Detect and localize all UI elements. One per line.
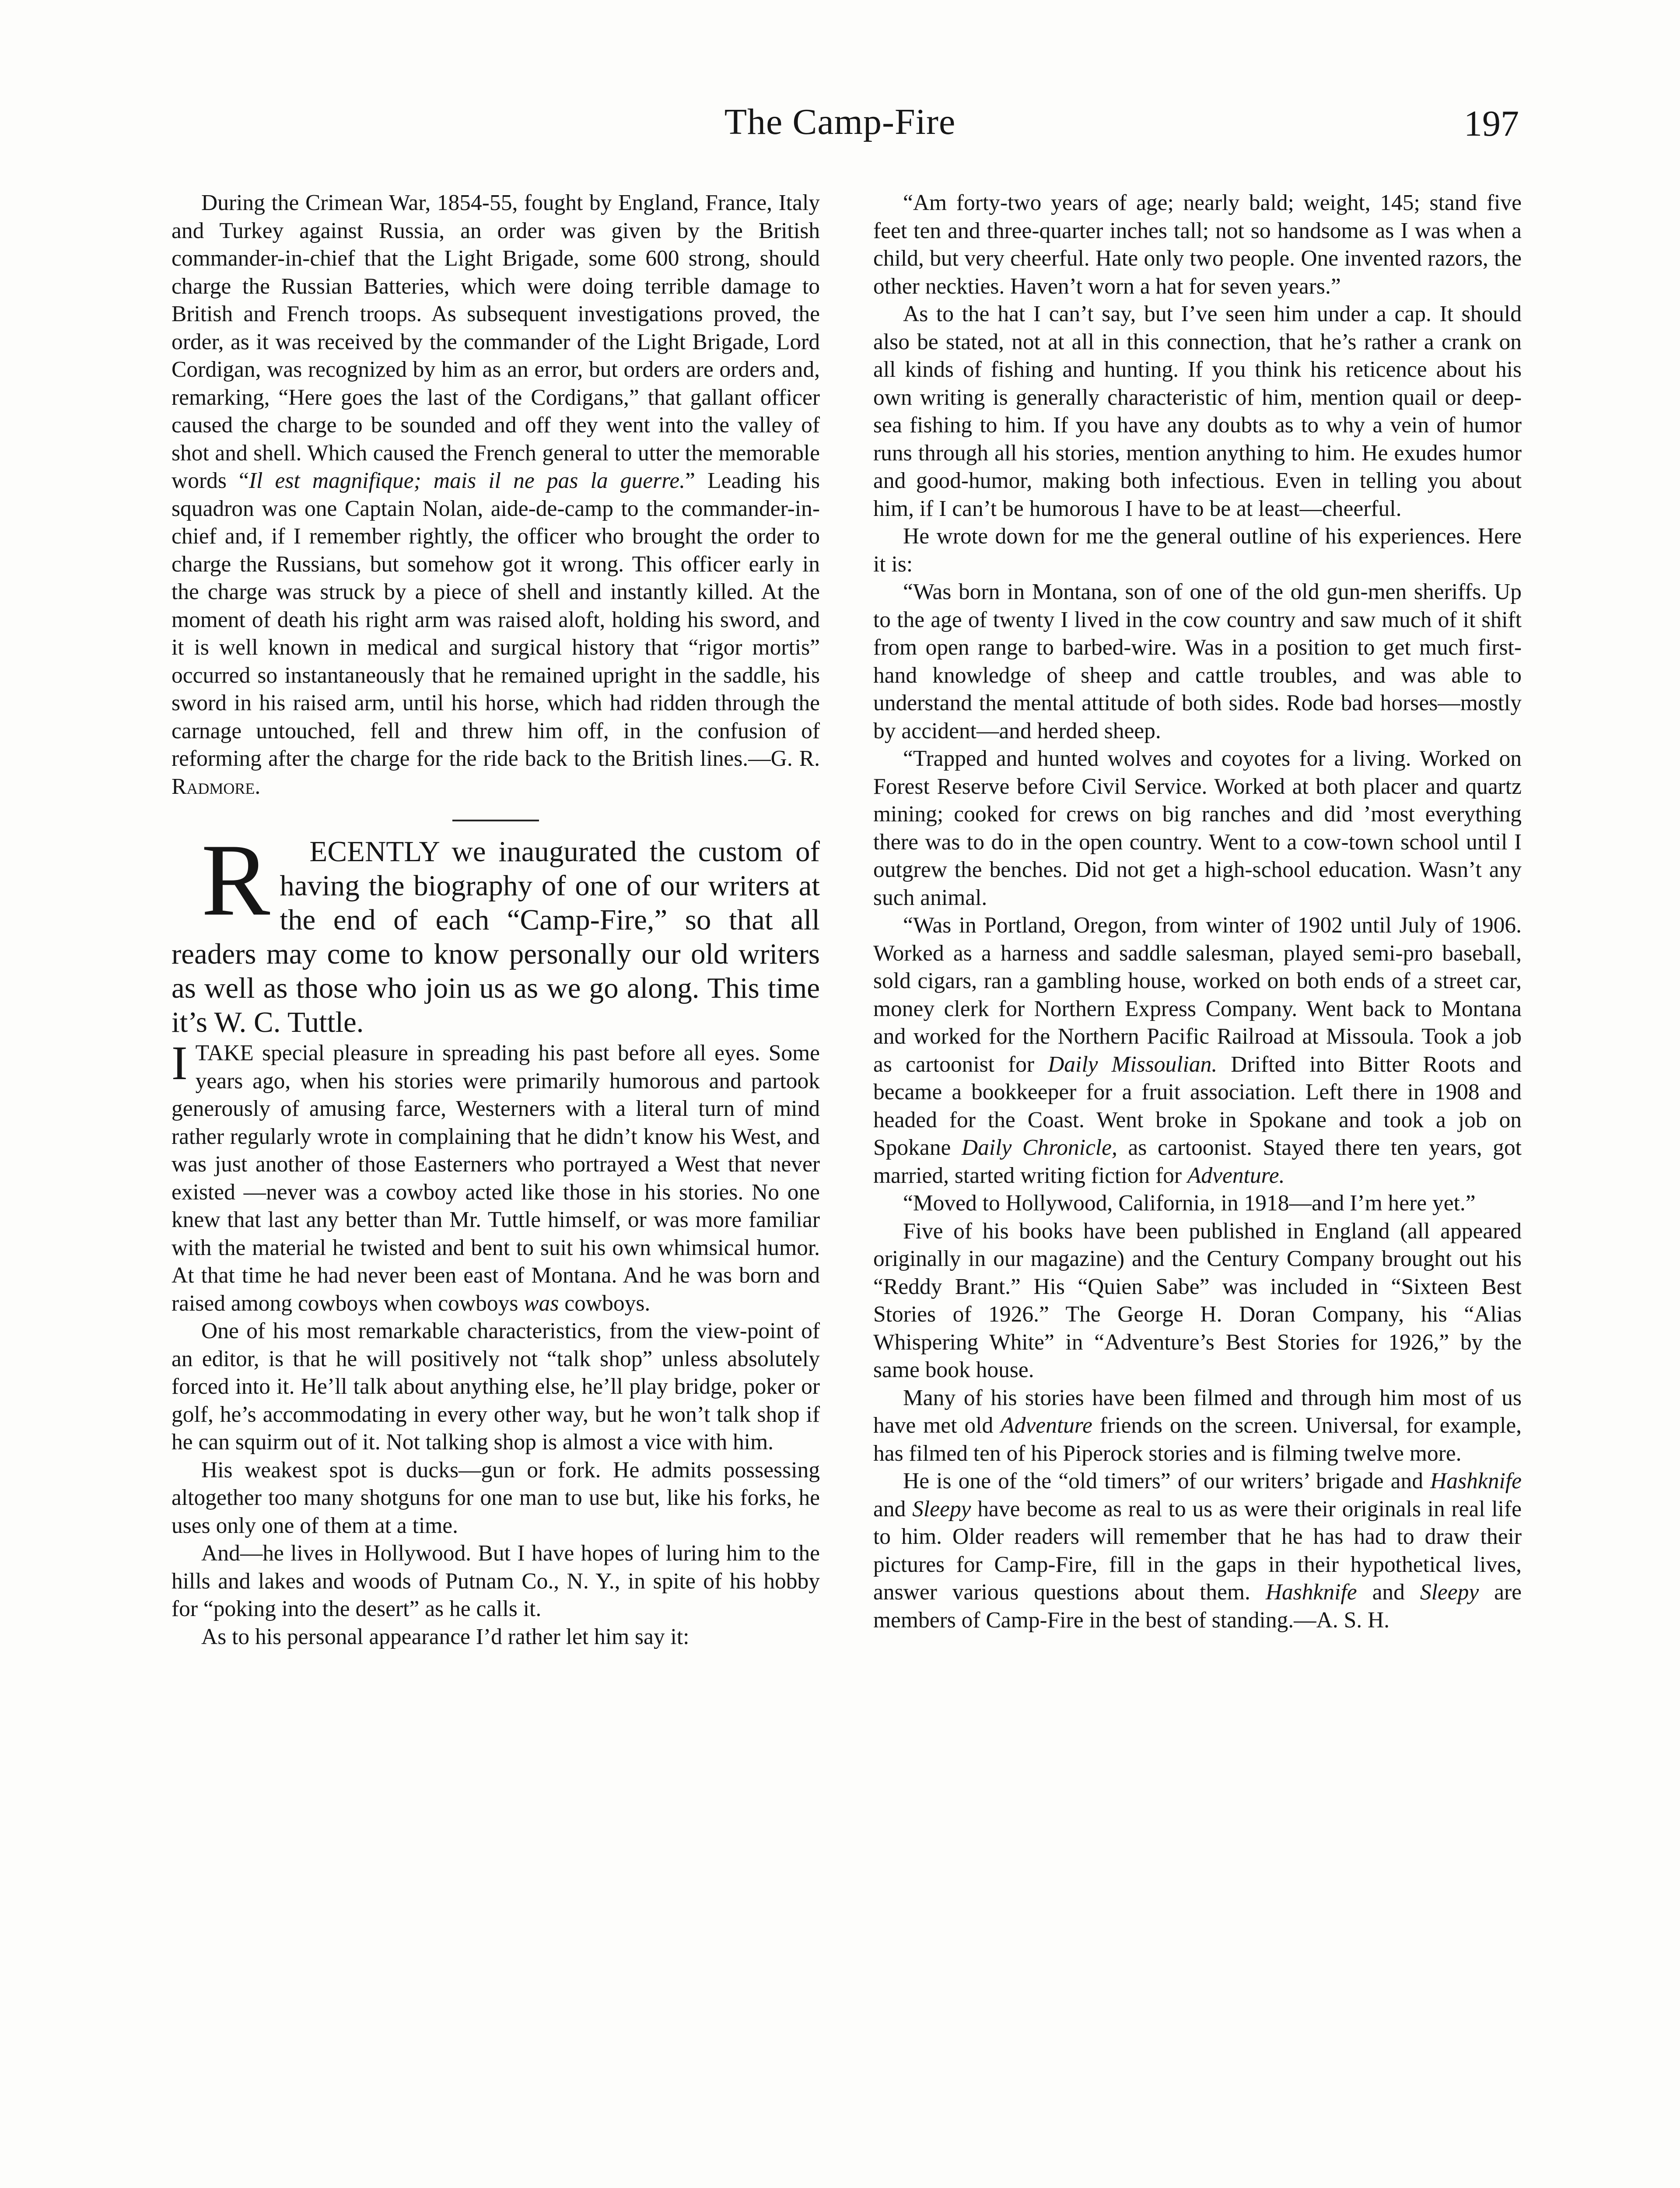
editor-comment: As to the hat I can’t say, but I’ve seen him under a cap. It should also be stated, not at all in this connection, that he’s rather a crank on all kinds of fishing and hunting. If you think his reticence about his own writing is generally characteristic of him, mention quail or deep-sea fishing to him. If you have any doubts as to why a vein of humor runs through all his stories, mention anything to him. He exudes humor and good-humor, making both infectious. Even in telling you about him, if I can’t be humorous I have to be at least—cheerful. bbox=[873, 302, 1522, 521]
letter-signature: Radmore. bbox=[172, 774, 261, 799]
outline-hollywood: “Moved to Hollywood, California, in 1918—and I’m here yet.” bbox=[903, 1191, 1476, 1216]
page-number: 197 bbox=[1464, 103, 1519, 144]
drop-cap-i: I bbox=[172, 1036, 188, 1090]
drop-cap-r: R bbox=[201, 823, 270, 937]
films-paragraph: Many of his stories have been filmed and through him most of us have met old Adventure friends on the screen. Universal, for example, has filmed ten of his Piperock stories and is filming twelve more. bbox=[873, 1385, 1522, 1466]
biography-paragraph-1: ITAKE special pleasure in spreading his past before all eyes. Some years ago, when his stories were primarily humorous and partook generously of amusing farce, Westerners with a literal turn of mind rather regularly wrote in complaining that he didn’t know his West, and was just another of those Easterners who portrayed a West that never existed —never was a cowboy acted like those in his stories. No one knew that last any better than Mr. Tuttle himself, or was more familiar with the material he twisted and bent to suit his own whimsical humor. At that time he had never been east of Montana. And he was born and raised among cowboys when cowboys was cowboys. bbox=[172, 1036, 820, 1316]
biography-paragraph-5: As to his personal appearance I’d rather let him say it: bbox=[201, 1624, 690, 1649]
crimean-war-letter: During the Crimean War, 1854-55, fought by England, France, Italy and Turkey against Russia, an order was given by the British commander-in-chief that the Light Brigade, some 600 strong, should charge the Russian Batteries, which were doing terrible damage to British and French troops. As subsequent investigations proved, the order, as it was received by the commander of the Light Brigade, Lord Cordigan, was recognized by him as an error, but orders are orders and, remarking, “Here goes the last of the Cordigans,” that gallant officer caused the charge to be sounded and off they went into the valley of shot and shell. Which caused the French general to utter the memorable words “Il est magnifique; mais il ne pas la guerre.” Leading his squadron was one Captain Nolan, aide-de-camp to the commander-in-chief and, if I remember rightly, the officer who brought the order to charge the Russians, but somehow got it wrong. This officer early in the charge was struck by a piece of shell and instantly killed. At the moment of death his right arm was raised aloft, holding his sword, and it is well known in medical and surgical history that “rigor mortis” occurred so instantaneously that he remained upright in the saddle, his sword in his raised arm, until his horse, which had ridden through the carnage untouched, fell and threw him off, in the confusion of reforming after the charge for the ride back to the British lines.—G. R. Radmore. bbox=[172, 190, 820, 799]
page-header bbox=[0, 101, 1680, 153]
running-title: The Camp-Fire bbox=[724, 102, 956, 142]
outline-intro: He wrote down for me the general outline of his experiences. Here it is: bbox=[873, 524, 1522, 577]
intro-paragraph: R ECENTLY we inaugurated the custom of having the biography of one of our writers at the end of each “Camp-Fire,” so that all readers may come to know personally our old writers as well as those who join us as we go along. This time it’s W. C. Tuttle. bbox=[172, 823, 820, 1038]
left-column bbox=[172, 189, 820, 1651]
biography-paragraph-2: One of his most remarkable characteristics, from the view-point of an editor, is that he will positively not “talk shop” unless absolutely forced into it. He’ll talk about anything else, he’ll play bridge, poker or golf, he’s accommodating in every other way, but he won’t talk shop if he can squirm out of it. Not talking shop is almost a vice with him. bbox=[172, 1318, 820, 1455]
outline-trapping: “Trapped and hunted wolves and coyotes for a living. Worked on Forest Reserve before Civil Service. Worked at both placer and quartz mining; cooked for crews on big ranches and did ’most everything there was to do in the open country. Went to a cow-town school until I outgrew the benches. Did not get a high-school education. Wasn’t any such animal. bbox=[873, 746, 1522, 910]
closing-paragraph: He is one of the “old timers” of our writers’ brigade and Hashknife and Sleepy have become as real to us as were their originals in real life to him. Older readers will remember that he has had to draw their pictures for Camp-Fire, fill in the gaps in their hypothetical lives, answer various questions about them. Hashknife and Sleepy are members of Camp-Fire in the best of standing.—A. S. H. bbox=[873, 1469, 1522, 1633]
outline-montana: “Was born in Montana, son of one of the old gun-men sheriffs. Up to the age of twenty I lived in the cow country and saw much of it shift from open range to barbed-wire. Was in a position to get much first-hand knowledge of sheep and cattle troubles, and was able to understand the mental attitude of both sides. Rode bad horses—mostly by accident—and herded sheep. bbox=[873, 579, 1522, 743]
outline-portland: “Was in Portland, Oregon, from winter of 1902 until July of 1906. Worked as a harness and saddle salesman, played semi-pro baseball, sold cigars, ran a gambling house, worked on both ends of a street car, money clerk for Northern Express Company. Went back to Montana and worked for the Northern Pacific Railroad at Missoula. Took a job as cartoonist for Daily Missoulian. Drifted into Bitter Roots and became a bookkeeper for a fruit association. Left there in 1908 and headed for the Coast. Went broke in Spokane and took a job on Spokane Daily Chronicle, as cartoonist. Stayed there ten years, got married, started writing fiction for Adventure. bbox=[873, 913, 1522, 1188]
books-paragraph: Five of his books have been published in England (all appeared originally in our magazine) and the Century Company brought out his “Reddy Brant.” His “Quien Sabe” was included in “Sixteen Best Stories of 1926.” The George H. Doran Company, his “Alias Whispering White” in “Adventure’s Best Stories for 1926,” by the same book house. bbox=[873, 1218, 1522, 1382]
self-description-quote: “Am forty-two years of age; nearly bald; weight, 145; stand five feet ten and three-quarter inches tall; not so handsome as I was when a child, but very cheerful. Hate only two people. One invented razors, the other neckties. Haven’t worn a hat for seven years.” bbox=[873, 190, 1522, 299]
section-divider bbox=[452, 820, 539, 821]
right-column bbox=[873, 189, 1522, 1634]
biography-paragraph-4: And—he lives in Hollywood. But I have hopes of luring him to the hills and lakes and woods of Putnam Co., N. Y., in spite of his hobby for “poking into the desert” as he calls it. bbox=[172, 1541, 820, 1621]
biography-paragraph-3: His weakest spot is ducks—gun or fork. He admits possessing altogether too many shotguns for one man to use but, like his forks, he uses only one of them at a time. bbox=[172, 1457, 820, 1538]
